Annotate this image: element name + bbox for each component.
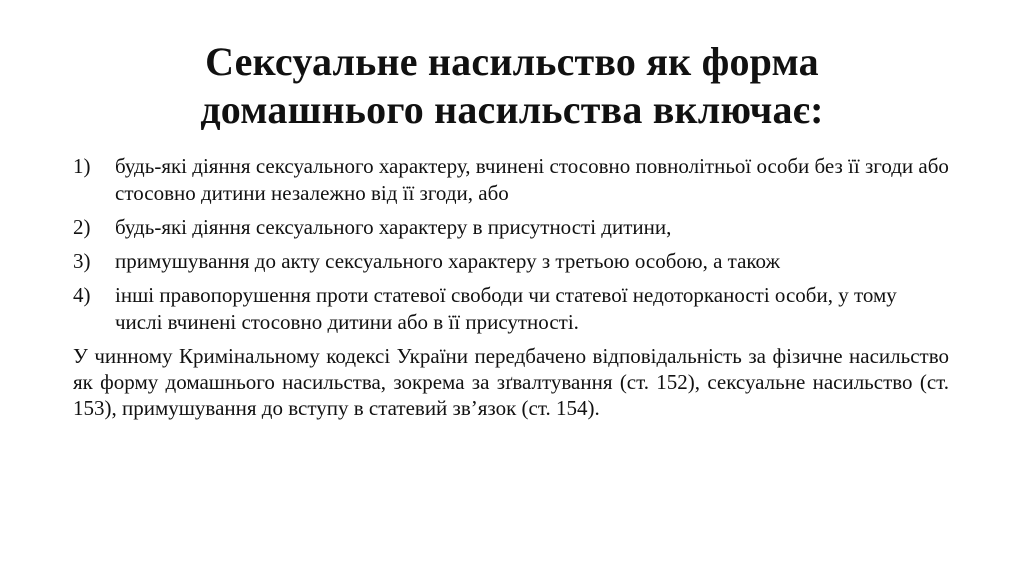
list-number: 4) [73, 283, 91, 307]
list-item [73, 282, 949, 336]
title-line-2: домашнього насильства включає: [200, 87, 824, 132]
list-number: 2) [73, 215, 91, 239]
slide-content [73, 153, 949, 421]
list-item-text: будь-які діяння сексуального характеру в присутності дитини, [115, 215, 672, 239]
slide-title [60, 38, 964, 134]
list-item-text: примушування до акту сексуального характеру з третьою особою, а також [115, 249, 781, 273]
list-item [73, 248, 949, 275]
numbered-list [73, 153, 949, 336]
list-item [73, 214, 949, 241]
list-item-text: будь-які діяння сексуального характеру, вчинені стосовно повнолітньої особи без її згоди або стосовно дитини незалежно від її згоди, або [115, 154, 949, 205]
list-item [73, 153, 949, 207]
list-number: 3) [73, 249, 91, 273]
body-paragraph: У чинному Кримінальному кодексі України передбачено відповідальність за фізичне насильство як форму домашнього насильства, зокрема за зґвалтування (ст. 152), сексуальне насильство (ст. 153), примушування до вступу в статевий зв’язок (ст. 154). [73, 344, 949, 420]
list-item-text: інші правопорушення проти статевої свободи чи статевої недоторканості особи, у тому числі вчинені стосовно дитини або в її присутності. [115, 283, 897, 334]
list-number: 1) [73, 154, 91, 178]
title-line-1: Сексуальне насильство як форма [205, 39, 819, 84]
